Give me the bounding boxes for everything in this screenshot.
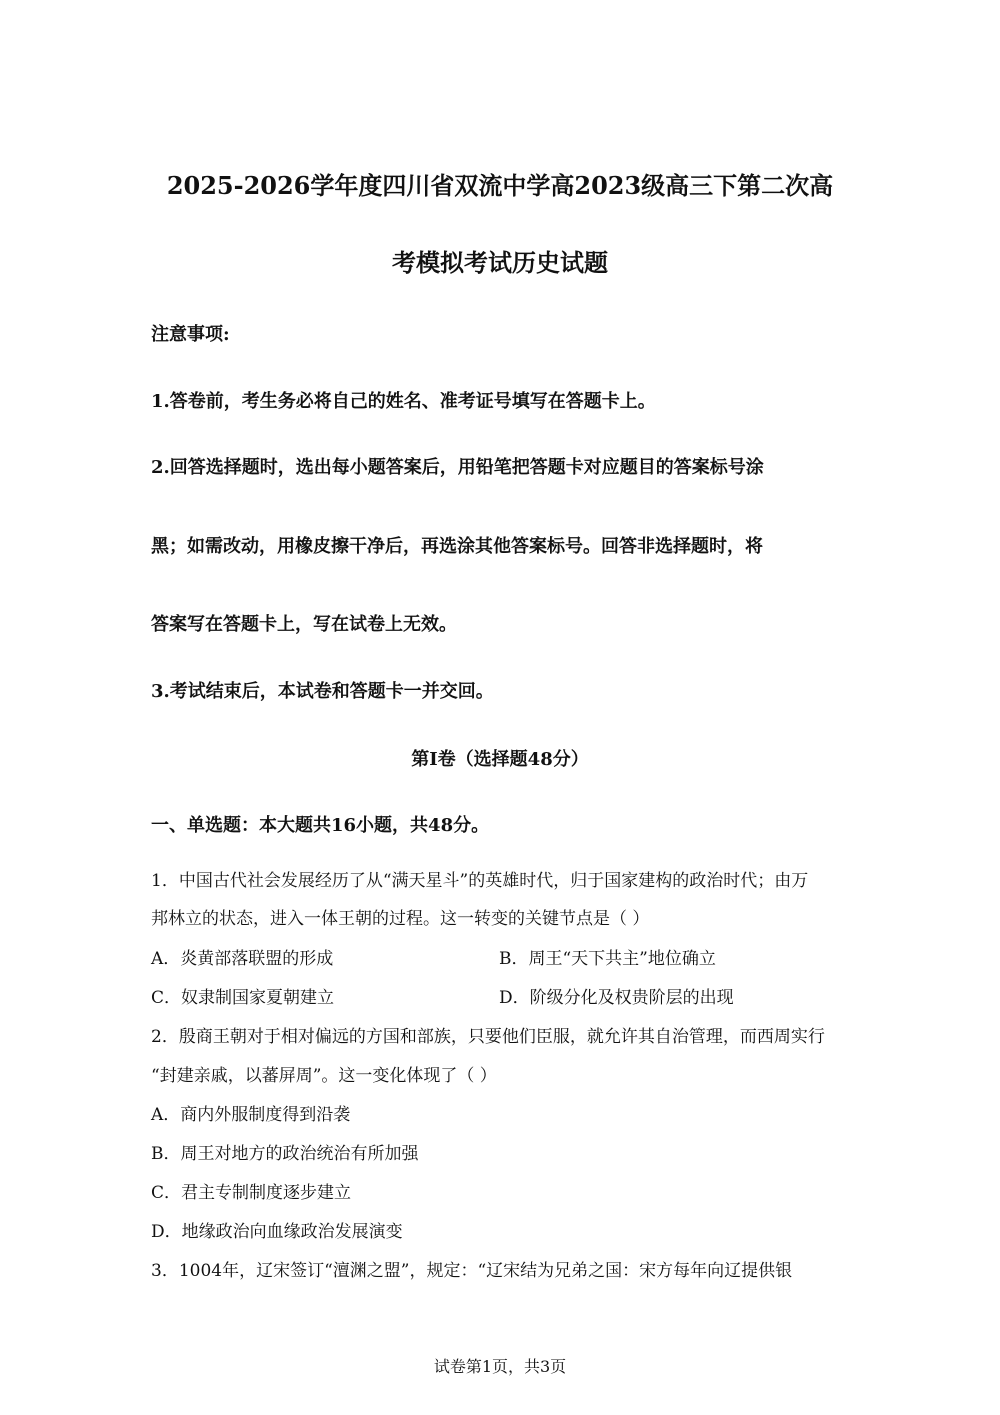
question-1-option-a: A．炎黄部落联盟的形成 — [151, 949, 334, 969]
notice-item-2-line1: 2.回答选择题时，选出每小题答案后，用铅笔把答题卡对应题目的答案标号涂 — [151, 457, 764, 478]
question-1-option-c: C．奴隶制国家夏朝建立 — [151, 988, 335, 1008]
notice-item-1: 1.答卷前，考生务必将自己的姓名、准考证号填写在答题卡上。 — [151, 391, 656, 412]
question-1-option-b: B．周王“天下共主”地位确立 — [499, 949, 716, 969]
question-3-stem-line1: 3．1004年，辽宋签订“澶渊之盟”，规定：“辽宋结为兄弟之国：宋方每年向辽提供银 — [151, 1261, 793, 1281]
part-title: 一、单选题：本大题共16小题，共48分。 — [151, 815, 490, 836]
exam-title-line2: 考模拟考试历史试题 — [392, 248, 608, 277]
notice-heading: 注意事项: — [151, 324, 230, 345]
exam-title-line1: 2025-2026学年度四川省双流中学高2023级高三下第二次高 — [166, 171, 834, 200]
question-1-stem-line1: 1．中国古代社会发展经历了从“满天星斗”的英雄时代，归于国家建构的政治时代；由万 — [151, 871, 809, 891]
notice-item-3: 3.考试结束后，本试卷和答题卡一并交回。 — [151, 681, 494, 702]
question-2-option-b: B．周王对地方的政治统治有所加强 — [151, 1144, 419, 1164]
question-2-option-c: C．君主专制制度逐步建立 — [151, 1183, 352, 1203]
volume-title: 第I卷（选择题48分） — [411, 749, 589, 770]
question-2-stem-line2: “封建亲戚，以蕃屏周”。这一变化体现了（ ） — [151, 1066, 497, 1086]
question-2-option-a: A．商内外服制度得到沿袭 — [151, 1105, 351, 1125]
page-footer: 试卷第1页，共3页 — [433, 1357, 567, 1376]
question-2-stem-line1: 2．殷商王朝对于相对偏远的方国和部族，只要他们臣服，就允许其自治管理，而西周实行 — [151, 1027, 825, 1047]
notice-item-2-line3: 答案写在答题卡上，写在试卷上无效。 — [151, 614, 457, 635]
question-2-option-d: D．地缘政治向血缘政治发展演变 — [151, 1222, 403, 1242]
question-1-option-d: D．阶级分化及权贵阶层的出现 — [499, 988, 734, 1008]
question-1-stem-line2: 邦林立的状态，进入一体王朝的过程。这一转变的关键节点是（ ） — [151, 909, 650, 929]
notice-item-2-line2: 黑；如需改动，用橡皮擦干净后，再选涂其他答案标号。回答非选择题时，将 — [151, 536, 763, 557]
